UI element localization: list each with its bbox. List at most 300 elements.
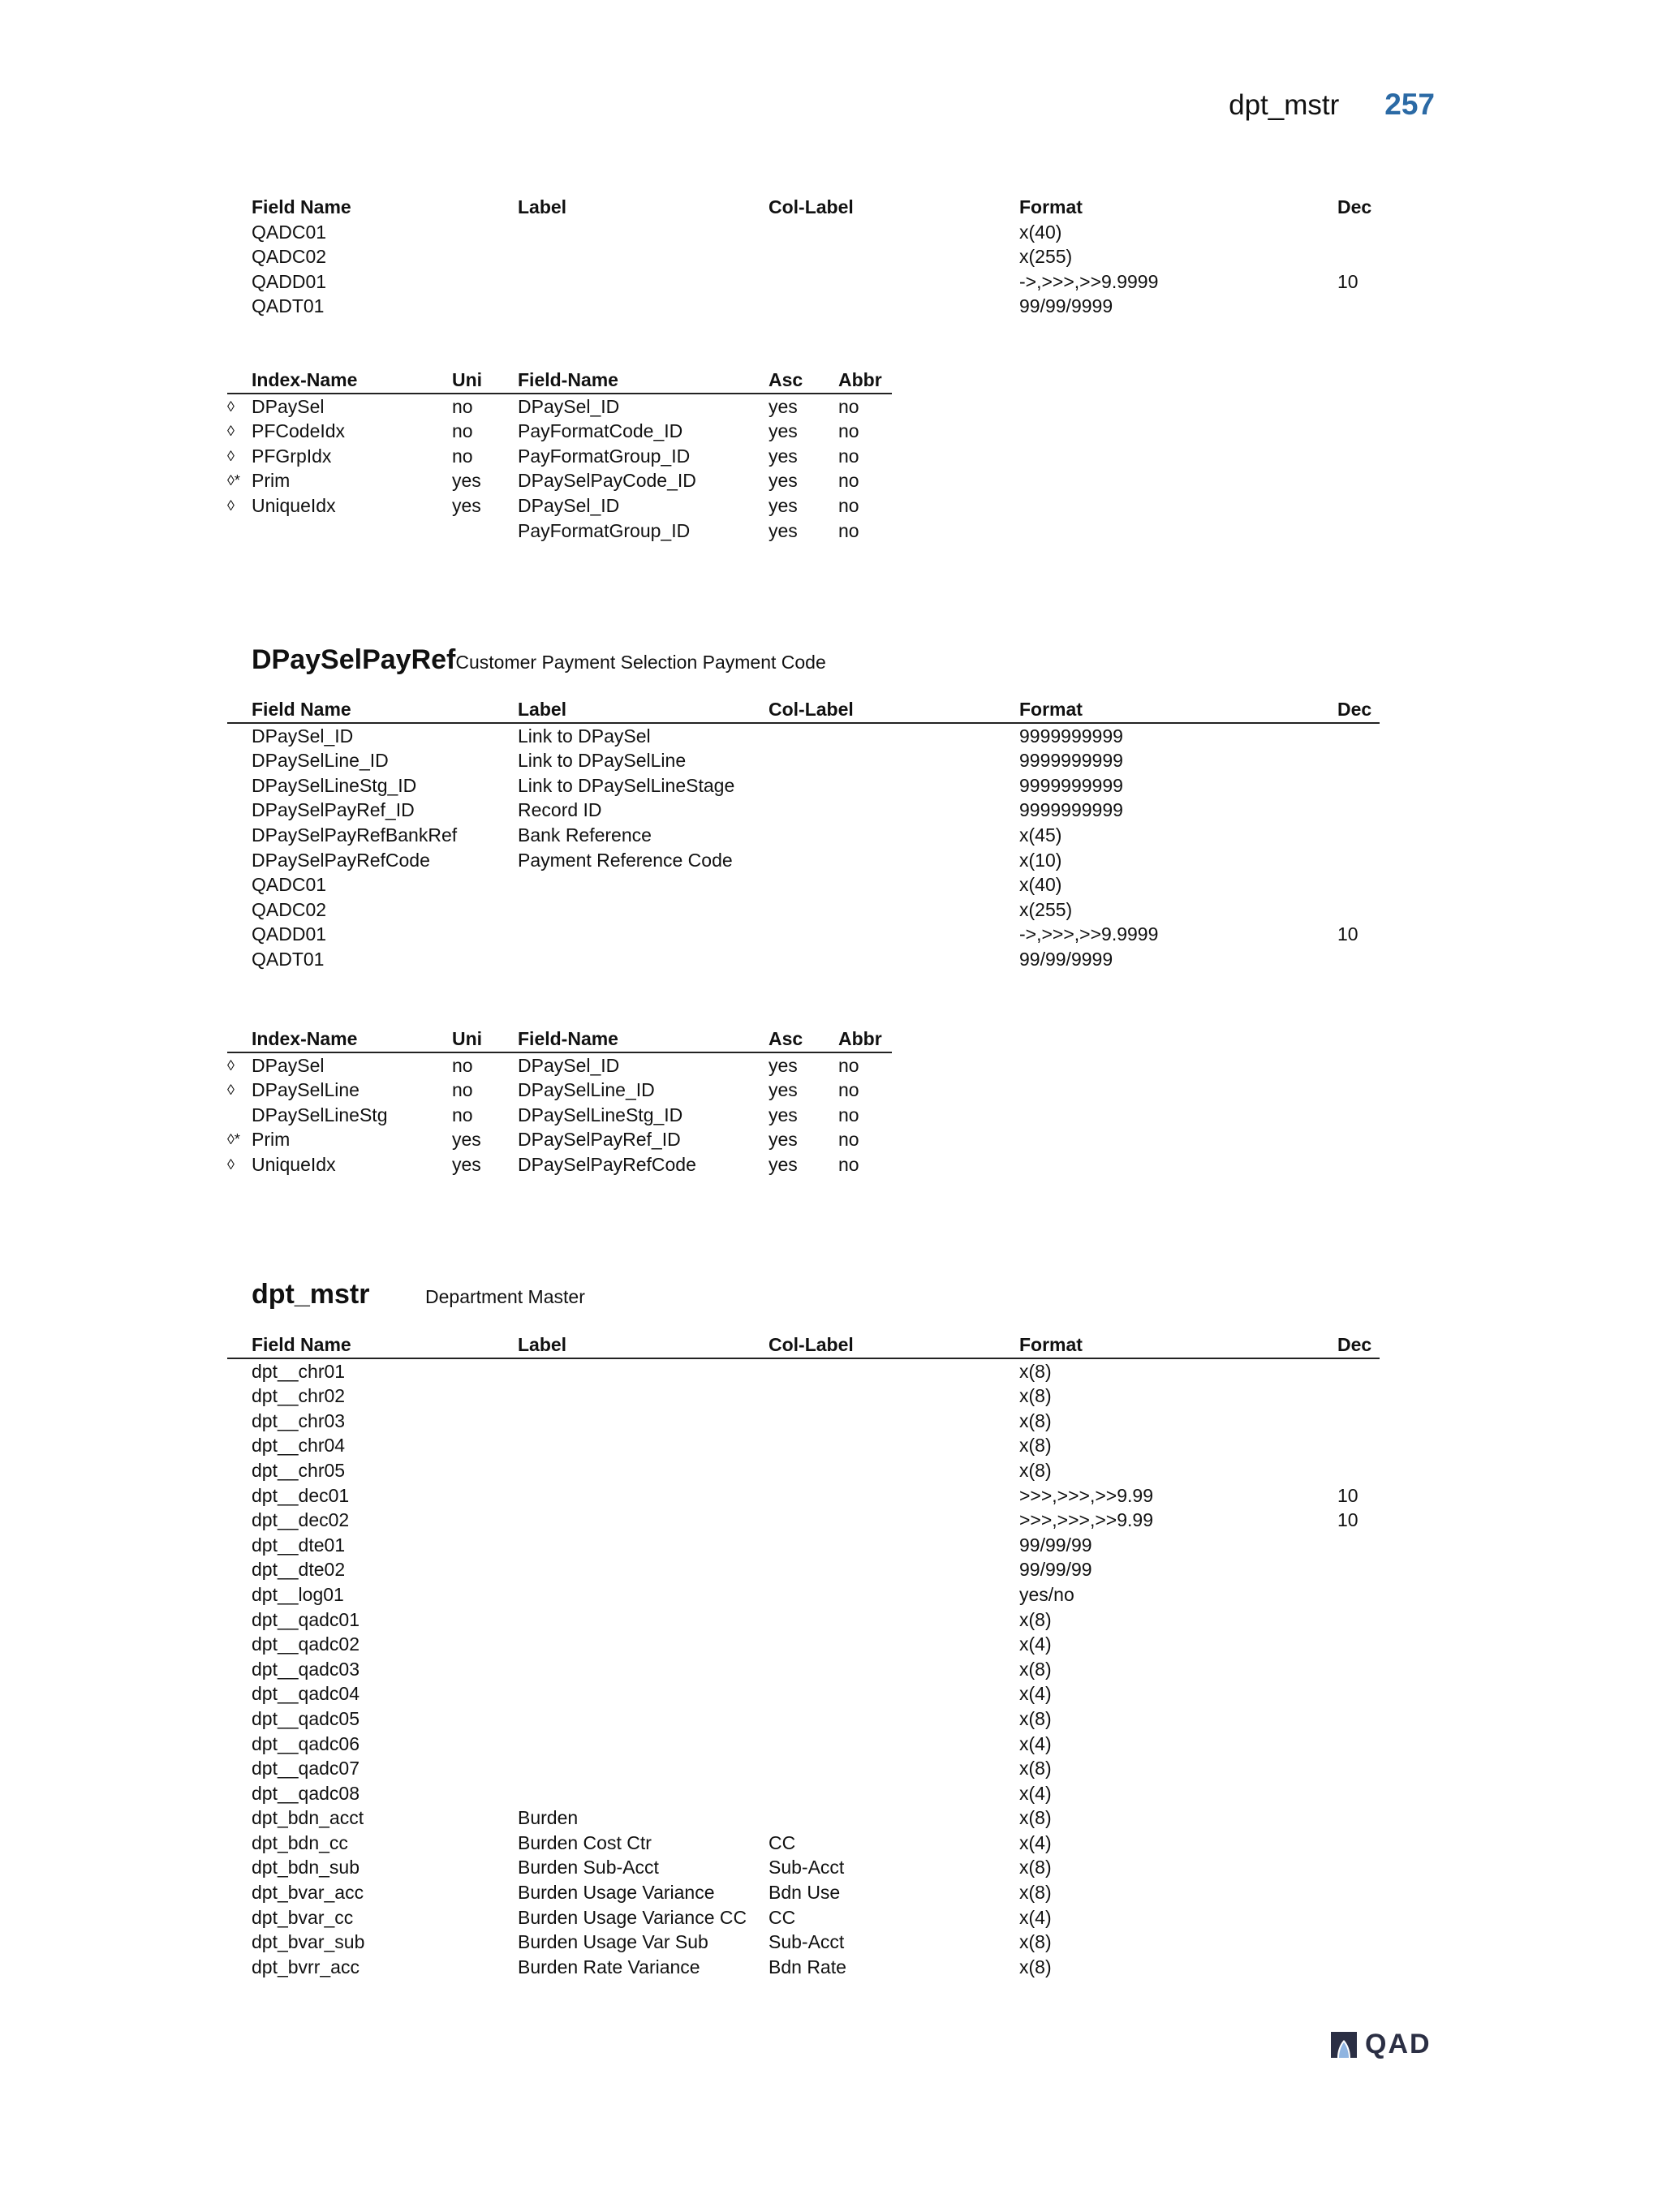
field-row (227, 1880, 1380, 1905)
abbr-cell: no (838, 1054, 859, 1076)
label-cell (518, 1632, 769, 1657)
col-abbr: Abbr (838, 1026, 892, 1052)
format-cell: x(8) (1019, 1956, 1052, 1977)
col-label-cell (769, 1458, 1019, 1483)
uni-cell (452, 519, 518, 544)
dec-cell (1337, 1706, 1380, 1732)
col-format: Format (1019, 1332, 1337, 1358)
asc-cell: yes (769, 494, 798, 516)
label-cell (518, 1433, 769, 1458)
field-row (227, 269, 1380, 295)
field-row (227, 1483, 1380, 1508)
format-cell: x(8) (1019, 1882, 1052, 1904)
table-name: dpt_mstr (252, 1279, 370, 1310)
col-label-cell (769, 269, 1019, 295)
dec-cell (1337, 748, 1380, 773)
index-field-cell: DPaySelLine_ID (518, 1079, 655, 1101)
label-cell (518, 244, 769, 269)
dec-cell: 10 (1337, 1509, 1358, 1531)
field-row (227, 1855, 1380, 1880)
index-row (227, 394, 892, 420)
format-cell: ->,>>>,>>9.9999 (1019, 923, 1159, 945)
label-cell (518, 1384, 769, 1409)
abbr-cell: no (838, 1104, 859, 1125)
dec-cell (1337, 1681, 1380, 1706)
page-header (1229, 88, 1435, 122)
dec-cell (1337, 294, 1380, 319)
label-cell (518, 1483, 769, 1508)
field-name-cell: dpt__chr05 (252, 1459, 346, 1481)
col-label-cell: Bdn Rate (769, 1956, 846, 1977)
col-col-label: Col-Label (769, 196, 854, 217)
label-cell: Burden Usage Variance CC (518, 1906, 747, 1928)
format-cell: 99/99/99 (1019, 1559, 1092, 1581)
field-table-header (227, 195, 1380, 220)
col-label-cell (769, 897, 1019, 923)
dec-cell: 10 (1337, 270, 1358, 292)
field-name-cell: dpt_bvar_sub (252, 1931, 365, 1953)
label-cell (518, 1706, 769, 1732)
label-cell (518, 269, 769, 295)
col-label-cell (769, 294, 1019, 319)
col-label-cell (769, 1508, 1019, 1533)
field-row (227, 1657, 1380, 1682)
label-cell: Bank Reference (518, 824, 652, 846)
field-name-cell: DPaySelPayRefBankRef (252, 824, 458, 846)
col-label: Label (518, 697, 769, 723)
label-cell (518, 1732, 769, 1757)
asc-cell: yes (769, 1104, 798, 1125)
index-name-cell: DPaySelLineStg (252, 1104, 388, 1125)
format-cell: x(4) (1019, 1782, 1052, 1804)
index-table-header (227, 368, 892, 394)
col-dec: Dec (1337, 1332, 1380, 1358)
uni-cell: yes (452, 470, 481, 492)
col-asc: Asc (769, 1026, 838, 1052)
uni-cell: yes (452, 1129, 481, 1151)
field-name-cell: dpt__qadc05 (252, 1707, 360, 1729)
index-field-cell: DPaySelPayCode_ID (518, 470, 696, 492)
col-index-field-name: Field-Name (518, 1026, 769, 1052)
uni-cell: no (452, 445, 473, 467)
col-label-cell (769, 1409, 1019, 1434)
index-field-cell: DPaySelPayRefCode (518, 1153, 696, 1175)
label-cell (518, 947, 769, 972)
index-name-cell: Prim (252, 1129, 291, 1151)
format-cell: 9999999999 (1019, 799, 1123, 821)
format-cell: x(8) (1019, 1459, 1052, 1481)
field-name-cell: dpt__qadc06 (252, 1732, 360, 1754)
index-row (227, 419, 892, 444)
format-cell: x(8) (1019, 1931, 1052, 1953)
label-cell (518, 872, 769, 897)
abbr-cell: no (838, 1129, 859, 1151)
col-label-cell (769, 922, 1019, 947)
field-table-dpayselpayref (227, 697, 1380, 972)
field-name-cell: QADD01 (252, 270, 327, 292)
col-format: Format (1019, 697, 1337, 723)
dec-cell (1337, 1632, 1380, 1657)
field-name-cell: QADT01 (252, 948, 325, 970)
col-uni: Uni (452, 1026, 518, 1052)
asc-cell: yes (769, 1054, 798, 1076)
field-name-cell: dpt__chr02 (252, 1385, 346, 1407)
index-name-cell: UniqueIdx (252, 494, 336, 516)
dec-cell (1337, 1781, 1380, 1806)
col-col-label: Col-Label (769, 697, 1019, 723)
field-name-cell: dpt__dte02 (252, 1559, 346, 1581)
index-name-cell (252, 519, 452, 544)
dec-cell (1337, 1657, 1380, 1682)
format-cell: 99/99/99 (1019, 1534, 1092, 1556)
col-format: Format (1019, 196, 1083, 217)
field-row (227, 1681, 1380, 1706)
col-col-label: Col-Label (769, 1332, 1019, 1358)
field-row (227, 1805, 1380, 1831)
field-name-cell: dpt__qadc04 (252, 1683, 360, 1705)
col-label-cell (769, 748, 1019, 773)
index-field-cell: DPaySelLineStg_ID (518, 1104, 683, 1125)
table-description: Department Master (425, 1286, 585, 1307)
col-label-cell (769, 723, 1019, 749)
field-row (227, 848, 1380, 873)
field-row (227, 798, 1380, 823)
format-cell: x(8) (1019, 1608, 1052, 1630)
col-label: Label (518, 1332, 769, 1358)
dec-cell (1337, 823, 1380, 848)
index-name-cell: UniqueIdx (252, 1153, 336, 1175)
col-index-name: Index-Name (252, 368, 452, 394)
field-row (227, 922, 1380, 947)
dec-cell (1337, 1732, 1380, 1757)
section-heading-dpt-mstr (252, 1279, 585, 1310)
field-row (227, 823, 1380, 848)
field-row (227, 947, 1380, 972)
field-name-cell: dpt__log01 (252, 1583, 344, 1605)
col-label: Label (518, 196, 567, 217)
field-table-header (227, 697, 1380, 723)
label-cell (518, 1557, 769, 1582)
field-name-cell: dpt__dec01 (252, 1484, 350, 1506)
uni-cell: no (452, 395, 473, 417)
dec-cell (1337, 773, 1380, 798)
col-field-name: Field Name (252, 1332, 518, 1358)
abbr-cell: no (838, 1153, 859, 1175)
format-cell: x(8) (1019, 1707, 1052, 1729)
dec-cell (1337, 244, 1380, 269)
uni-cell: no (452, 1054, 473, 1076)
field-row (227, 1756, 1380, 1781)
asc-cell: yes (769, 519, 798, 541)
field-row (227, 723, 1380, 749)
col-label-cell (769, 1756, 1019, 1781)
dec-cell (1337, 1458, 1380, 1483)
col-dec: Dec (1337, 697, 1380, 723)
field-row (227, 1930, 1380, 1955)
abbr-cell: no (838, 494, 859, 516)
uni-cell: no (452, 1104, 473, 1125)
format-cell: 9999999999 (1019, 750, 1123, 772)
format-cell: x(45) (1019, 824, 1062, 846)
uni-cell: yes (452, 1153, 481, 1175)
format-cell: x(8) (1019, 1409, 1052, 1431)
index-row (227, 1052, 892, 1078)
col-field-name: Field Name (252, 196, 351, 217)
format-cell: 9999999999 (1019, 725, 1123, 747)
index-row (227, 1078, 892, 1103)
field-row (227, 1384, 1380, 1409)
field-row (227, 1831, 1380, 1856)
col-label-cell (769, 798, 1019, 823)
field-name-cell: dpt__qadc08 (252, 1782, 360, 1804)
label-cell: Burden Cost Ctr (518, 1831, 652, 1853)
field-row (227, 1582, 1380, 1607)
label-cell: Burden Usage Variance (518, 1882, 715, 1904)
col-label-cell (769, 1607, 1019, 1633)
qad-logo-mark-icon (1328, 2030, 1360, 2059)
index-table-continued (227, 368, 892, 543)
field-name-cell: DPaySelPayRefCode (252, 849, 430, 871)
dec-cell (1337, 798, 1380, 823)
col-label-cell (769, 1732, 1019, 1757)
abbr-cell: no (838, 519, 859, 541)
field-name-cell: DPaySelLineStg_ID (252, 774, 417, 796)
label-cell (518, 1409, 769, 1434)
index-name-cell: DPaySel (252, 1054, 325, 1076)
label-cell (518, 220, 769, 245)
col-asc: Asc (769, 368, 838, 394)
index-marker-icon (227, 1103, 252, 1128)
index-marker-icon: ◊ (227, 1155, 235, 1173)
index-field-cell: DPaySel_ID (518, 1054, 620, 1076)
format-cell: yes/no (1019, 1583, 1074, 1605)
field-name-cell: dpt__qadc02 (252, 1633, 360, 1655)
field-row (227, 294, 1380, 319)
field-row (227, 1458, 1380, 1483)
field-name-cell: dpt_bdn_acct (252, 1807, 364, 1829)
index-table-dpayselpayref (227, 1026, 892, 1177)
col-label-cell (769, 872, 1019, 897)
format-cell: x(10) (1019, 849, 1062, 871)
col-label-cell (769, 1657, 1019, 1682)
index-row (227, 1103, 892, 1128)
index-name-cell: PFCodeIdx (252, 420, 346, 442)
label-cell: Link to DPaySel (518, 725, 651, 747)
label-cell: Burden Rate Variance (518, 1956, 700, 1977)
field-name-cell: dpt_bvar_acc (252, 1882, 364, 1904)
abbr-cell: no (838, 420, 859, 442)
field-row (227, 872, 1380, 897)
field-row (227, 1905, 1380, 1930)
field-name-cell: dpt__chr03 (252, 1409, 346, 1431)
field-name-cell: QADT01 (252, 295, 325, 317)
label-cell: Payment Reference Code (518, 849, 733, 871)
index-name-cell: DPaySelLine (252, 1079, 360, 1101)
field-row (227, 1358, 1380, 1384)
col-index-field-name: Field-Name (518, 368, 769, 394)
dec-cell (1337, 1805, 1380, 1831)
dec-cell (1337, 723, 1380, 749)
col-label-cell (769, 1582, 1019, 1607)
label-cell (518, 1681, 769, 1706)
uni-cell: yes (452, 494, 481, 516)
field-table-dpt-mstr (227, 1332, 1380, 1979)
col-label-cell: Bdn Use (769, 1882, 841, 1904)
dec-cell (1337, 1409, 1380, 1434)
format-cell: 99/99/9999 (1019, 295, 1113, 317)
field-name-cell: dpt__qadc07 (252, 1758, 360, 1779)
format-cell: x(8) (1019, 1857, 1052, 1878)
field-name-cell: QADC01 (252, 221, 327, 243)
col-label-cell (769, 1533, 1019, 1558)
asc-cell: yes (769, 420, 798, 442)
label-cell (518, 1582, 769, 1607)
asc-cell: yes (769, 1153, 798, 1175)
dec-cell (1337, 1384, 1380, 1409)
dec-cell (1337, 897, 1380, 923)
field-name-cell: QADC02 (252, 246, 327, 268)
field-table-header (227, 1332, 1380, 1358)
format-cell: 9999999999 (1019, 774, 1123, 796)
col-label-cell: CC (769, 1831, 796, 1853)
dec-cell (1337, 1557, 1380, 1582)
index-field-cell: DPaySel_ID (518, 494, 620, 516)
field-row (227, 1433, 1380, 1458)
field-row (227, 1409, 1380, 1434)
field-row (227, 1732, 1380, 1757)
index-marker-icon: ◊ (227, 423, 235, 440)
label-cell (518, 1657, 769, 1682)
format-cell: x(40) (1019, 874, 1062, 896)
col-label-cell (769, 823, 1019, 848)
label-cell: Burden (518, 1807, 579, 1829)
format-cell: x(4) (1019, 1732, 1052, 1754)
label-cell (518, 294, 769, 319)
index-marker-icon: ◊ (227, 447, 235, 464)
format-cell: x(8) (1019, 1435, 1052, 1457)
index-name-cell: PFGrpIdx (252, 445, 332, 467)
format-cell: x(4) (1019, 1633, 1052, 1655)
field-name-cell: DPaySelLine_ID (252, 750, 389, 772)
asc-cell: yes (769, 470, 798, 492)
uni-cell: no (452, 1079, 473, 1101)
format-cell: x(4) (1019, 1906, 1052, 1928)
label-cell: Record ID (518, 799, 602, 821)
label-cell (518, 1458, 769, 1483)
format-cell: x(8) (1019, 1758, 1052, 1779)
dec-cell (1337, 947, 1380, 972)
field-name-cell: QADC02 (252, 898, 327, 920)
format-cell: x(255) (1019, 246, 1073, 268)
dec-cell (1337, 1831, 1380, 1856)
format-cell: x(4) (1019, 1831, 1052, 1853)
col-label-cell (769, 947, 1019, 972)
index-marker-icon: ◊* (227, 472, 240, 489)
qad-logo (1328, 2029, 1432, 2060)
label-cell (518, 1607, 769, 1633)
asc-cell: yes (769, 395, 798, 417)
field-name-cell: dpt__qadc03 (252, 1658, 360, 1680)
dec-cell (1337, 1930, 1380, 1955)
field-name-cell: QADD01 (252, 923, 327, 945)
label-cell (518, 897, 769, 923)
page-title: dpt_mstr (1229, 89, 1340, 121)
label-cell (518, 922, 769, 947)
dec-cell (1337, 1905, 1380, 1930)
format-cell: ->,>>>,>>9.9999 (1019, 270, 1159, 292)
field-row (227, 1781, 1380, 1806)
col-label-cell (769, 1433, 1019, 1458)
col-label-cell (769, 848, 1019, 873)
col-label-cell: Sub-Acct (769, 1857, 845, 1878)
format-cell: x(255) (1019, 898, 1073, 920)
field-table-continued (227, 195, 1380, 319)
field-name-cell: DPaySel_ID (252, 725, 354, 747)
dec-cell (1337, 1880, 1380, 1905)
field-name-cell: dpt__dec02 (252, 1509, 350, 1531)
format-cell: x(8) (1019, 1807, 1052, 1829)
label-cell: Link to DPaySelLineStage (518, 774, 735, 796)
label-cell: Link to DPaySelLine (518, 750, 687, 772)
col-label-cell (769, 773, 1019, 798)
format-cell: x(8) (1019, 1360, 1052, 1382)
col-label-cell: Sub-Acct (769, 1931, 845, 1953)
dec-cell (1337, 848, 1380, 873)
field-name-cell: dpt_bdn_cc (252, 1831, 348, 1853)
field-row (227, 220, 1380, 245)
col-uni: Uni (452, 368, 518, 394)
dec-cell (1337, 1533, 1380, 1558)
field-row (227, 1508, 1380, 1533)
index-field-cell: DPaySelPayRef_ID (518, 1129, 681, 1151)
col-label-cell (769, 1557, 1019, 1582)
field-name-cell: DPaySelPayRef_ID (252, 799, 415, 821)
dec-cell (1337, 1855, 1380, 1880)
dec-cell (1337, 220, 1380, 245)
index-field-cell: PayFormatGroup_ID (518, 519, 691, 541)
index-row (227, 1127, 892, 1152)
qad-logo-text: QAD (1365, 2029, 1432, 2059)
dec-cell (1337, 1955, 1380, 1980)
label-cell (518, 1756, 769, 1781)
index-row (227, 468, 892, 493)
col-label-cell (769, 1805, 1019, 1831)
format-cell: x(40) (1019, 221, 1062, 243)
field-row (227, 773, 1380, 798)
field-name-cell: QADC01 (252, 874, 327, 896)
field-row (227, 1706, 1380, 1732)
index-marker-icon (227, 519, 252, 544)
format-cell: x(8) (1019, 1658, 1052, 1680)
col-label-cell (769, 220, 1019, 245)
format-cell: >>>,>>>,>>9.99 (1019, 1484, 1153, 1506)
col-abbr: Abbr (838, 368, 892, 394)
index-row (227, 493, 892, 519)
field-row (227, 1557, 1380, 1582)
table-name: DPaySelPayRef (252, 644, 456, 675)
index-field-cell: DPaySel_ID (518, 395, 620, 417)
label-cell: Burden Usage Var Sub (518, 1931, 708, 1953)
col-label-cell (769, 1632, 1019, 1657)
col-label-cell: CC (769, 1906, 796, 1928)
dec-cell: 10 (1337, 923, 1358, 945)
col-index-name: Index-Name (252, 1026, 452, 1052)
uni-cell: no (452, 420, 473, 442)
label-cell (518, 1533, 769, 1558)
abbr-cell: no (838, 470, 859, 492)
label-cell: Burden Sub-Acct (518, 1857, 659, 1878)
index-marker-icon: ◊ (227, 1057, 235, 1074)
